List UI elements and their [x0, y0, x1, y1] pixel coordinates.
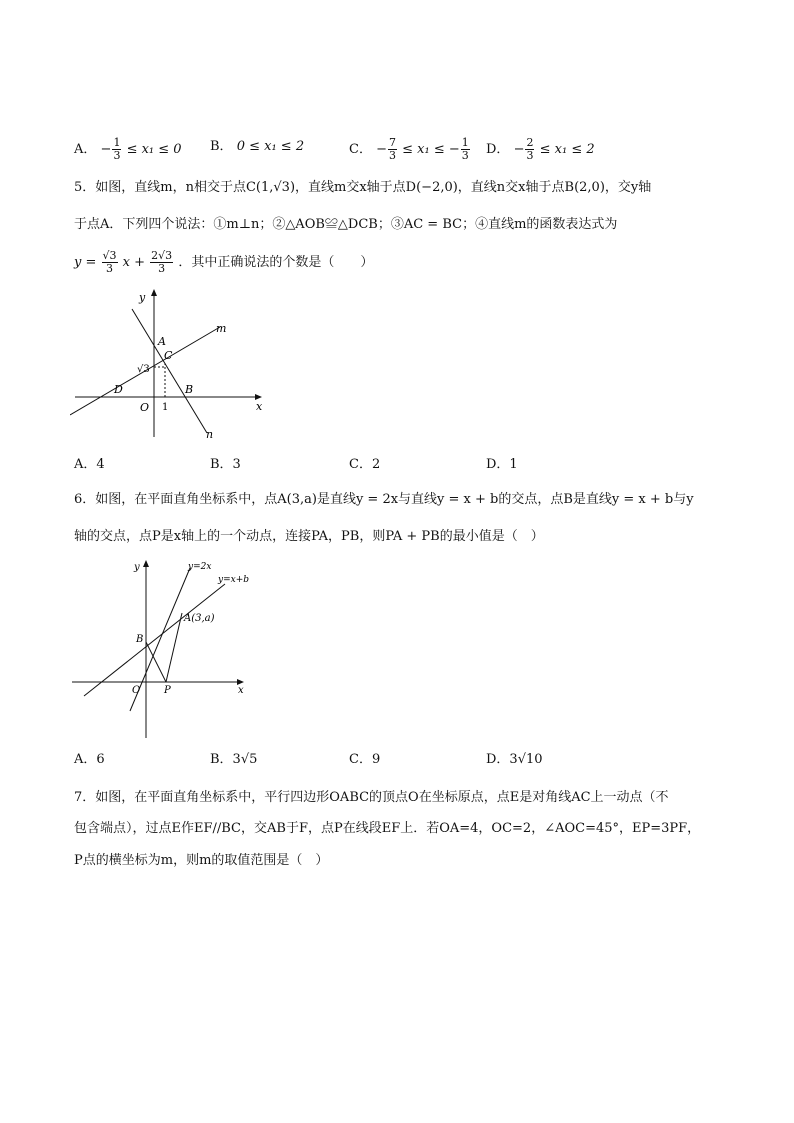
label-b: B: [136, 634, 144, 645]
label-a: A: [158, 335, 166, 348]
fraction: $\frac{7}{3}$: [389, 136, 396, 162]
y-axis-arrow: [143, 560, 149, 567]
fraction: $\frac{1}{3}$: [113, 136, 121, 162]
label-y: y: [139, 291, 146, 304]
fraction: $\frac{2}{3}$: [526, 136, 534, 162]
q6-option-b: B．3√5: [210, 752, 258, 767]
label-b: B: [185, 383, 194, 396]
label-o: O: [140, 401, 150, 414]
q5-option-b: B．3: [210, 457, 241, 472]
q7-text-line2: 包含端点），过点E作EF//BC，交AB于F，点P在线段EF上．若OA=4，OC=2，∠AOC=45°，EP=3PF，: [74, 821, 701, 836]
q5-option-c: C．2: [349, 457, 381, 472]
label-c: C: [164, 349, 173, 362]
q6-option-c: C．9: [349, 752, 381, 767]
label-n: n: [206, 428, 214, 441]
q5-option-d: D．1: [486, 457, 518, 472]
q4-option-d: D． − $\frac{2}{3}$ ≤ x₁ ≤ 2: [486, 136, 595, 162]
label-y: y: [134, 562, 140, 573]
label-sqrt3: √3: [137, 364, 150, 375]
label-x: x: [238, 685, 244, 696]
fraction: $\frac{1}{3}$: [461, 136, 469, 162]
label-y-x-b: y=x+b: [218, 575, 250, 585]
q5-figure: [70, 285, 270, 445]
y-axis-arrow: [151, 289, 157, 296]
line-y-x-plus-b: [84, 584, 225, 696]
q6-text-line1: 6．如图，在平面直角坐标系中，点A(3,a)是直线y = 2x与直线y = x + b的交点，点B是直线y = x + b与y: [74, 492, 694, 507]
label-d: D: [114, 383, 123, 396]
q6-text-line2: 轴的交点，点P是x轴上的一个动点，连接PA，PB，则PA + PB的最小值是（ ）: [74, 529, 544, 544]
segment-pa: [166, 613, 182, 682]
label-one: 1: [162, 402, 169, 413]
label-o: O: [132, 685, 141, 696]
fraction: $\frac{2√3}{3}$: [151, 249, 173, 275]
q4-option-a: A． − $\frac{1}{3}$ ≤ x₁ ≤ 0: [74, 136, 182, 162]
q7-text-line3: P点的横坐标为m，则m的取值范围是（ ）: [74, 853, 329, 868]
q6-option-d: D．3√10: [486, 752, 543, 767]
label-a: A(3,a): [184, 613, 215, 624]
label-p: P: [164, 685, 171, 696]
q5-text-line2: 于点A．下列四个说法：①m⊥n；②△AOB≌△DCB；③AC = BC；④直线m的函数表达式为: [74, 217, 618, 232]
fraction: $\frac{√3}{3}$: [102, 249, 117, 275]
q4-option-c: C． − $\frac{7}{3}$ ≤ x₁ ≤ − $\frac{1}{3}$: [349, 136, 469, 162]
label-m: m: [216, 322, 227, 335]
label-y-2x: y=2x: [188, 562, 212, 572]
q6-figure: [70, 556, 260, 746]
q5-formula-line: y = $\frac{√3}{3}$ x + $\frac{2√3}{3}$ ．其中正确说法的个数是（ ）: [74, 249, 374, 275]
q7-text-line1: 7．如图，在平面直角坐标系中，平行四边形OABC的顶点O在坐标原点，点E是对角线AC上一动点（不: [74, 790, 669, 805]
q5-option-a: A．4: [74, 457, 105, 472]
q4-option-b: B． 0 ≤ x₁ ≤ 2: [210, 139, 305, 154]
q6-option-a: A．6: [74, 752, 105, 767]
q5-text-line1: 5．如图，直线m，n相交于点C(1,√3)，直线m交x轴于点D(−2,0)，直线n交x轴于点B(2,0)，交y轴: [74, 180, 652, 195]
label-x: x: [256, 400, 263, 413]
